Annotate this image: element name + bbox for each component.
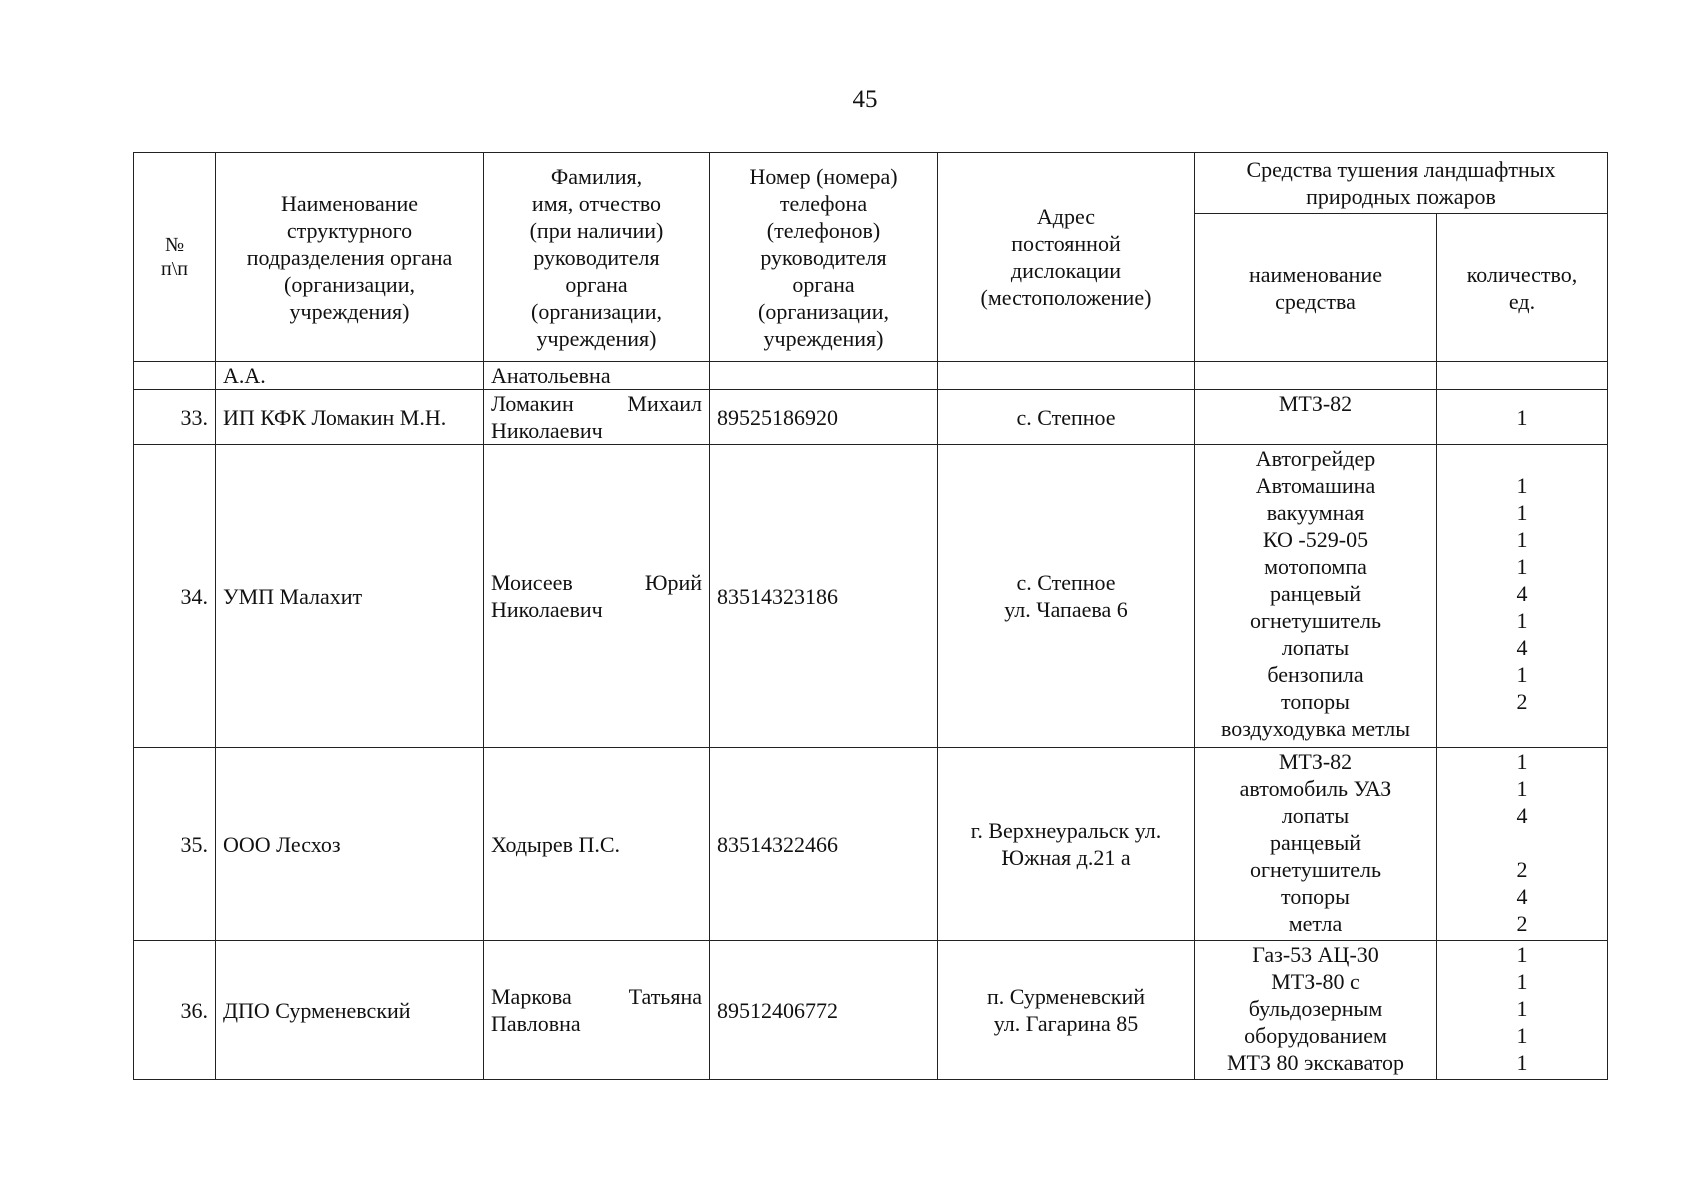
- row-address: с. Степное: [938, 390, 1195, 445]
- header-head-name: Фамилия, имя, отчество (при наличии) руководителя органа (организации, учреждения): [484, 153, 710, 362]
- row-address: п. Сурменевский ул. Гагарина 85: [938, 941, 1195, 1080]
- row-org-name: ДПО Сурменевский: [216, 941, 484, 1080]
- row-org-name: ИП КФК Ломакин М.Н.: [216, 390, 484, 445]
- row-phone: 83514322466: [710, 748, 938, 941]
- cell-means: [1195, 362, 1437, 390]
- row-means-list: Автогрейдер Автомашина вакуумная КО -529-05 мотопомпа ранцевый огнетушитель лопаты бензопила топоры воздуходувка метлы: [1195, 445, 1437, 748]
- table-row: [134, 748, 1608, 941]
- fire-means-table: [133, 152, 1608, 1080]
- row-means-list: МТЗ-82: [1195, 390, 1437, 445]
- row-head-name: Моисеев Юрий Николаевич: [484, 445, 710, 748]
- row-head-name: Ломакин Михаил Николаевич: [484, 390, 710, 445]
- row-qty-list: 1: [1437, 390, 1608, 445]
- cell-qty: [1437, 362, 1608, 390]
- header-means-qty: количество, ед.: [1437, 214, 1608, 362]
- row-org-name: УМП Малахит: [216, 445, 484, 748]
- header-means-name: наименование средства: [1195, 214, 1437, 362]
- row-qty-list: 1 1 4 2 4 2: [1437, 748, 1608, 941]
- row-address: г. Верхнеуральск ул. Южная д.21 а: [938, 748, 1195, 941]
- row-head-name: Маркова Татьяна Павловна: [484, 941, 710, 1080]
- page-number: 45: [852, 86, 878, 113]
- cell-num: [134, 362, 216, 390]
- table-row: [134, 941, 1608, 1080]
- row-number: 34.: [134, 445, 216, 748]
- cell-address: [938, 362, 1195, 390]
- row-number: 35.: [134, 748, 216, 941]
- header-org-name: Наименование структурного подразделения органа (организации, учреждения): [216, 153, 484, 362]
- cell-org: А.А.: [216, 362, 484, 390]
- row-phone: 89512406772: [710, 941, 938, 1080]
- row-number: 33.: [134, 390, 216, 445]
- row-qty-list: 1 1 1 1 1: [1437, 941, 1608, 1080]
- row-address: с. Степное ул. Чапаева 6: [938, 445, 1195, 748]
- row-org-name: ООО Лесхоз: [216, 748, 484, 941]
- header-phone: Номер (номера) телефона (телефонов) руководителя органа (организации, учреждения): [710, 153, 938, 362]
- continuation-row: [134, 362, 1608, 390]
- header-means-group: Средства тушения ландшафтных природных пожаров: [1195, 153, 1608, 214]
- header-address: Адрес постоянной дислокации (местоположение): [938, 153, 1195, 362]
- table-row: [134, 390, 1608, 445]
- table-row: [134, 445, 1608, 748]
- row-means-list: Газ-53 АЦ-30 МТЗ-80 с бульдозерным оборудованием МТЗ 80 экскаватор: [1195, 941, 1437, 1080]
- row-phone: 89525186920: [710, 390, 938, 445]
- row-head-name: Ходырев П.С.: [484, 748, 710, 941]
- cell-phone: [710, 362, 938, 390]
- row-qty-list: 1 1 1 1 4 1 4 1 2: [1437, 445, 1608, 748]
- cell-person: Анатольевна: [484, 362, 710, 390]
- row-number: 36.: [134, 941, 216, 1080]
- row-means-list: МТЗ-82 автомобиль УАЗ лопаты ранцевый огнетушитель топоры метла: [1195, 748, 1437, 941]
- header-number: № п\п: [134, 153, 216, 362]
- row-phone: 83514323186: [710, 445, 938, 748]
